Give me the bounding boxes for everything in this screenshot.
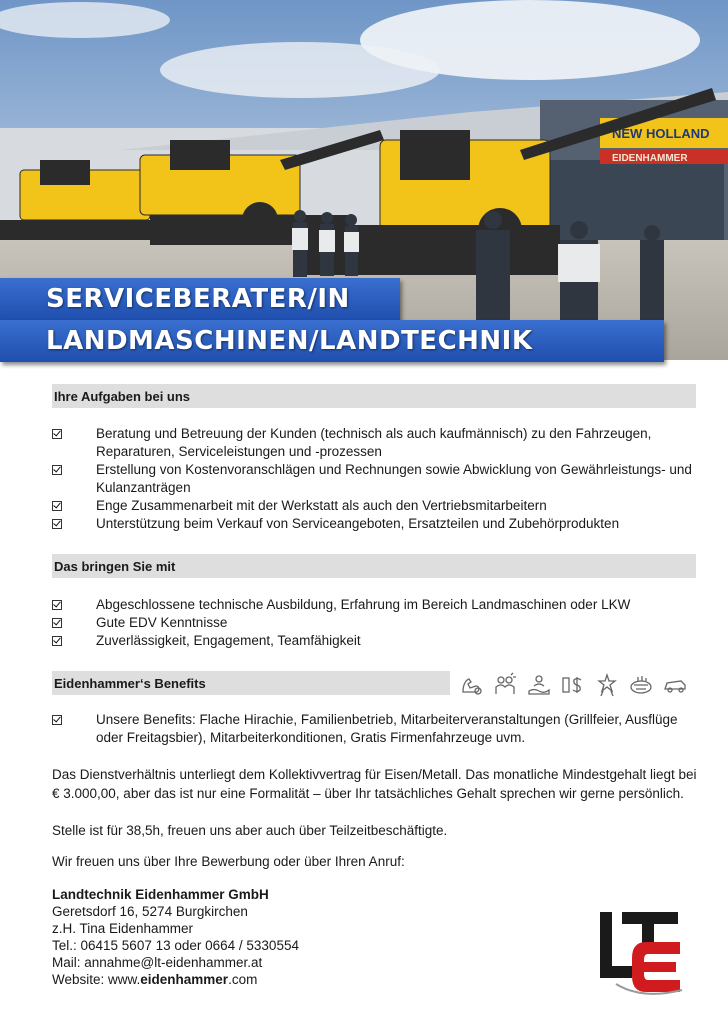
new-holland-sign: NEW HOLLAND xyxy=(612,126,710,141)
checkbox-icon xyxy=(52,519,62,529)
requirements-list xyxy=(52,596,692,650)
strength-icon xyxy=(458,672,484,698)
salary-icon xyxy=(560,672,586,698)
list-item: Enge Zusammenarbeit mit der Werkstatt als auch den Vertriebsmitarbeitern xyxy=(52,497,692,515)
website-link[interactable]: Website: www.eidenhammer.com xyxy=(52,972,258,987)
checkbox-icon xyxy=(52,600,62,610)
food-icon xyxy=(628,672,654,698)
tasks-heading: Ihre Aufgaben bei uns xyxy=(52,384,696,408)
requirements-heading: Das bringen Sie mit xyxy=(52,554,696,578)
checkbox-icon xyxy=(52,429,62,439)
checkbox-icon xyxy=(52,465,62,475)
team-icon xyxy=(492,672,518,698)
list-item: Erstellung von Kostenvoranschlägen und Rechnungen sowie Abwicklung von Gewährleistungs- und Kulanzanträgen xyxy=(52,461,692,497)
list-item: Unterstützung beim Verkauf von Serviceangeboten, Ersatzteilen und Zubehörprodukten xyxy=(52,515,692,533)
benefits-list xyxy=(52,711,692,747)
email[interactable]: Mail: annahme@lt-eidenhammer.at xyxy=(52,955,263,970)
job-title-line-2: LANDMASCHINEN/LANDTECHNIK xyxy=(0,320,664,362)
contact-person: z.H. Tina Eidenhammer xyxy=(52,921,194,936)
lte-logo xyxy=(596,906,688,998)
checkbox-icon xyxy=(52,618,62,628)
benefit-icons xyxy=(458,671,694,699)
checkbox-icon xyxy=(52,636,62,646)
terms-hours: Stelle ist für 38,5h, freuen uns aber auch über Teilzeitbeschäftigte. xyxy=(52,823,448,838)
checkbox-icon xyxy=(52,715,62,725)
care-icon xyxy=(526,672,552,698)
list-item: Unsere Benefits: Flache Hirachie, Familienbetrieb, Mitarbeiterveranstaltungen (Grillfeier, Ausflüge oder Freitagsbier), Mitarbeiterkonditionen, Gratis Firmenfahrzeuge uvm. xyxy=(52,711,692,747)
job-title-line-1: SERVICEBERATER/IN xyxy=(0,278,400,320)
checkbox-icon xyxy=(52,501,62,511)
benefits-heading: Eidenhammer‘s Benefits xyxy=(52,671,450,695)
company-name: Landtechnik Eidenhammer GmbH xyxy=(52,887,269,902)
contact-block xyxy=(52,886,299,988)
phone[interactable]: Tel.: 06415 5607 13 oder 0664 / 5330554 xyxy=(52,938,299,953)
list-item: Gute EDV Kenntnisse xyxy=(52,614,692,632)
tasks-list xyxy=(52,425,692,533)
eidenhammer-sign: EIDENHAMMER xyxy=(612,153,688,164)
award-icon xyxy=(594,672,620,698)
list-item: Beratung und Betreuung der Kunden (technisch als auch kaufmännisch) zu den Fahrzeugen, Reparaturen, Serviceleistungen und -prozessen xyxy=(52,425,692,461)
invite-text: Wir freuen uns über Ihre Bewerbung oder über Ihren Anruf: xyxy=(52,854,405,869)
car-icon xyxy=(662,672,688,698)
address: Geretsdorf 16, 5274 Burgkirchen xyxy=(52,904,248,919)
list-item: Zuverlässigkeit, Engagement, Teamfähigkeit xyxy=(52,632,692,650)
list-item: Abgeschlossene technische Ausbildung, Erfahrung im Bereich Landmaschinen oder LKW xyxy=(52,596,692,614)
terms-paragraph: Das Dienstverhältnis unterliegt dem Kollektivvertrag für Eisen/Metall. Das monatliche Mindestgehalt liegt bei € 3.000,00, aber das ist nur eine Formalität – über Ihr tatsächliches Gehalt sprechen wir gerne persönlich. xyxy=(52,767,697,801)
